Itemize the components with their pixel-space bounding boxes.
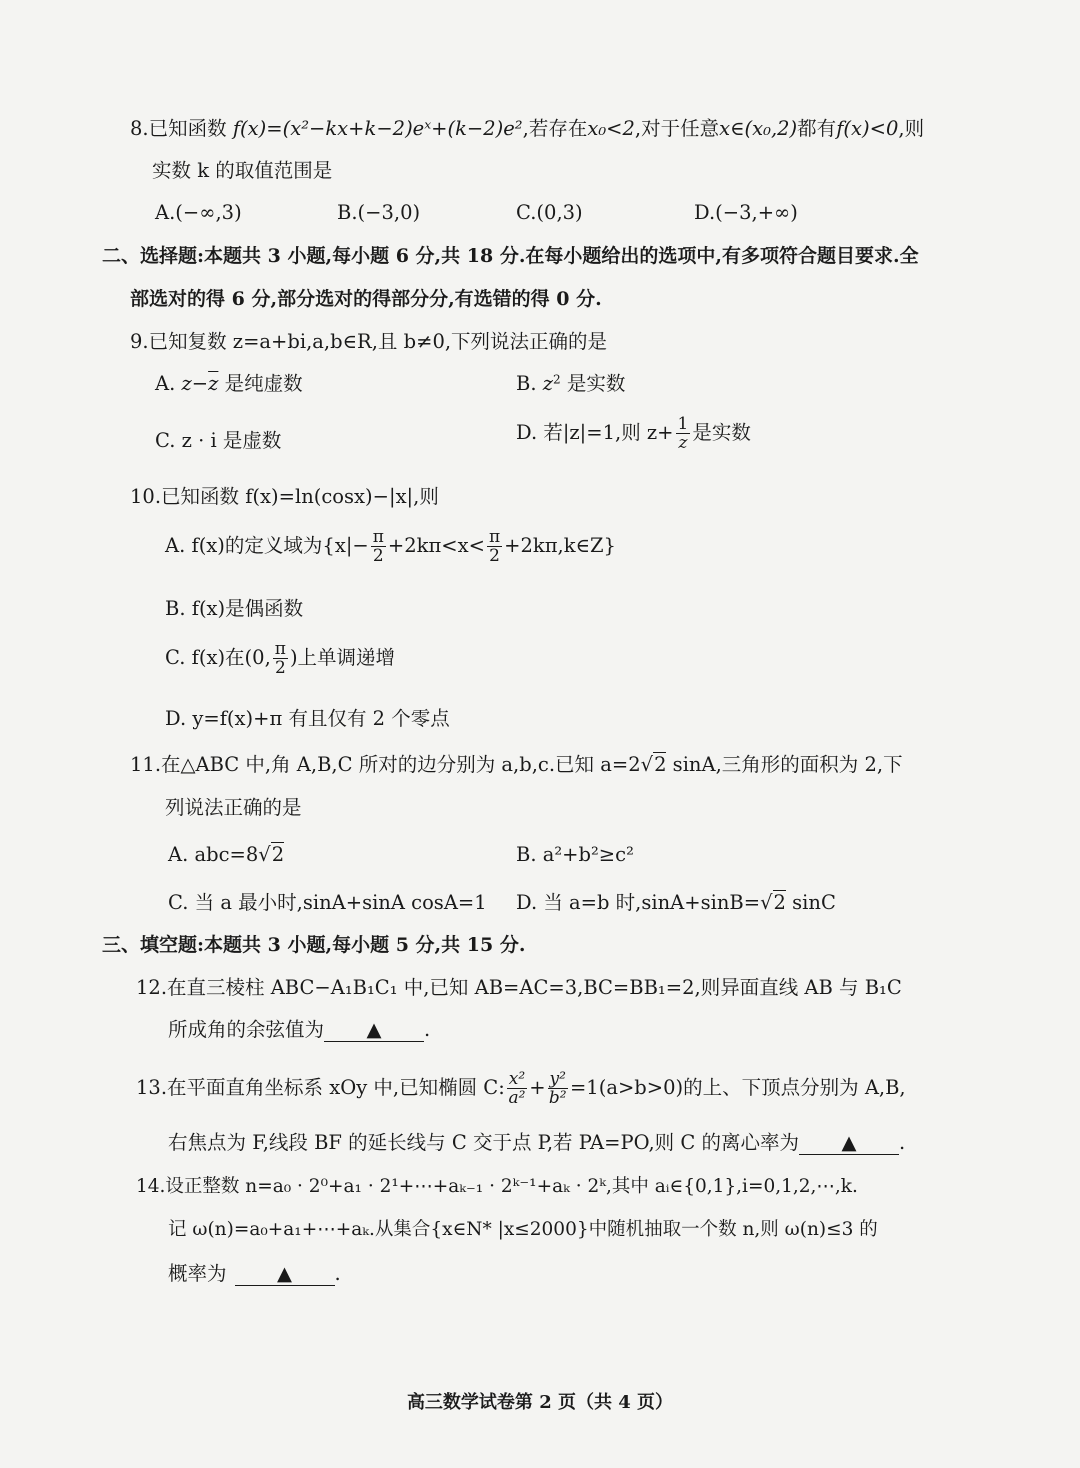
q11-stem-line1: 11.在△ABC 中,角 A,B,C 所对的边分别为 a,b,c.已知 a=2√2 sinA,三角形的面积为 2,下 <box>130 753 903 776</box>
q11-option-d: D. 当 a=b 时,sinA+sinB=√2 sinC <box>516 891 836 914</box>
q8-option-a: A.(−∞,3) <box>155 201 242 224</box>
q13-line2: 右焦点为 F,线段 BF 的延长线与 C 交于点 P,若 PA=PO,则 C 的离心率为 ▲ . <box>168 1131 906 1154</box>
fraction: $\frac{\text{x²}}{\text{a²}}$ <box>508 1069 526 1108</box>
q14-line2: 记 ω(n)=a₀+a₁+⋯+aₖ.从集合{x∈N* |x≤2000}中随机抽取一个数 n,则 ω(n)≤3 的 <box>168 1219 878 1240</box>
q8-option-c: C.(0,3) <box>516 201 583 224</box>
q12-line1: 12.在直三棱柱 ABC−A₁B₁C₁ 中,已知 AB=AC=3,BC=BB₁=2,则异面直线 AB 与 B₁C <box>136 976 902 999</box>
q9-option-d: D. 若|z|=1,则 z+ $\frac{1}{z}$ 是实数 <box>516 414 751 453</box>
q13-line1: 13.在平面直角坐标系 xOy 中,已知椭圆 C: $\frac{\text{x²}}{\text{a²}}$ + $\frac{\text{y²}}{\text{b²}}$ =1(a>b>0)的上、下顶点分别为 A,B, <box>136 1069 906 1108</box>
answer-blank[interactable]: ▲ <box>799 1132 899 1155</box>
q12-line2: 所成角的余弦值为 ▲ . <box>168 1018 431 1041</box>
answer-blank[interactable]: ▲ <box>235 1263 335 1286</box>
section-3-title: 三、填空题:本题共 3 小题,每小题 5 分,共 15 分. <box>102 934 526 956</box>
fraction: $\frac{1}{z}$ <box>677 414 689 453</box>
section-2-title: 二、选择题:本题共 3 小题,每小题 6 分,共 18 分.在每小题给出的选项中,有多项符合题目要求.全 <box>102 245 919 267</box>
q9-option-b: B. $z^2$ 是实数 <box>516 372 626 395</box>
page-footer: 高三数学试卷第 2 页（共 4 页） <box>406 1392 674 1413</box>
q11-option-c: C. 当 a 最小时,sinA+sinA cosA=1 <box>168 891 487 914</box>
q8-line2: 实数 k 的取值范围是 <box>152 159 333 182</box>
q9-option-a: A. $z-\overline{z}$ 是纯虚数 <box>155 372 303 395</box>
section-2-title-cont: 部选对的得 6 分,部分选对的得部分分,有选错的得 0 分. <box>130 288 602 310</box>
fraction: $\frac{\pi}{2}$ <box>372 527 384 566</box>
q10-stem: 10.已知函数 f(x)=ln(cosx)−|x|,则 <box>130 485 439 508</box>
q11-option-b: B. a²+b²≥c² <box>516 843 634 866</box>
q8-line1: 8.已知函数 f(x)=(x²−kx+k−2)eˣ+(k−2)e²,若存在x₀<2,对于任意x∈(x₀,2)都有f(x)<0,则 <box>130 117 925 140</box>
q10-option-d: D. y=f(x)+π 有且仅有 2 个零点 <box>165 707 450 730</box>
q9-stem: 9.已知复数 z=a+bi,a,b∈R,且 b≠0,下列说法正确的是 <box>130 330 608 353</box>
q8-option-d: D.(−3,+∞) <box>694 201 798 224</box>
q14-line1: 14.设正整数 n=a₀ · 2⁰+a₁ · 2¹+⋯+aₖ₋₁ · 2ᵏ⁻¹+aₖ · 2ᵏ,其中 aᵢ∈{0,1},i=0,1,2,⋯,k. <box>136 1176 858 1197</box>
fraction: $\frac{\text{y²}}{\text{b²}}$ <box>548 1069 567 1108</box>
fraction: $\frac{\pi}{2}$ <box>488 527 501 566</box>
q11-stem-line2: 列说法正确的是 <box>165 796 302 819</box>
q10-option-a: A. f(x)的定义域为{x|− $\frac{\pi}{2}$ +2kπ<x< $\frac{\pi}{2}$ +2kπ,k∈Z} <box>165 527 616 566</box>
q9-option-c: C. z · i 是虚数 <box>155 429 282 452</box>
answer-blank[interactable]: ▲ <box>324 1019 424 1042</box>
fraction: $\frac{\pi}{2}$ <box>274 639 286 678</box>
q10-option-b: B. f(x)是偶函数 <box>165 597 304 620</box>
q10-option-c: C. f(x)在(0, $\frac{\pi}{2}$ )上单调递增 <box>165 639 396 678</box>
q11-option-a: A. abc=8√2 <box>168 843 285 866</box>
q14-line3: 概率为 ▲ . <box>168 1262 341 1285</box>
q8-option-b: B.(−3,0) <box>337 201 421 224</box>
